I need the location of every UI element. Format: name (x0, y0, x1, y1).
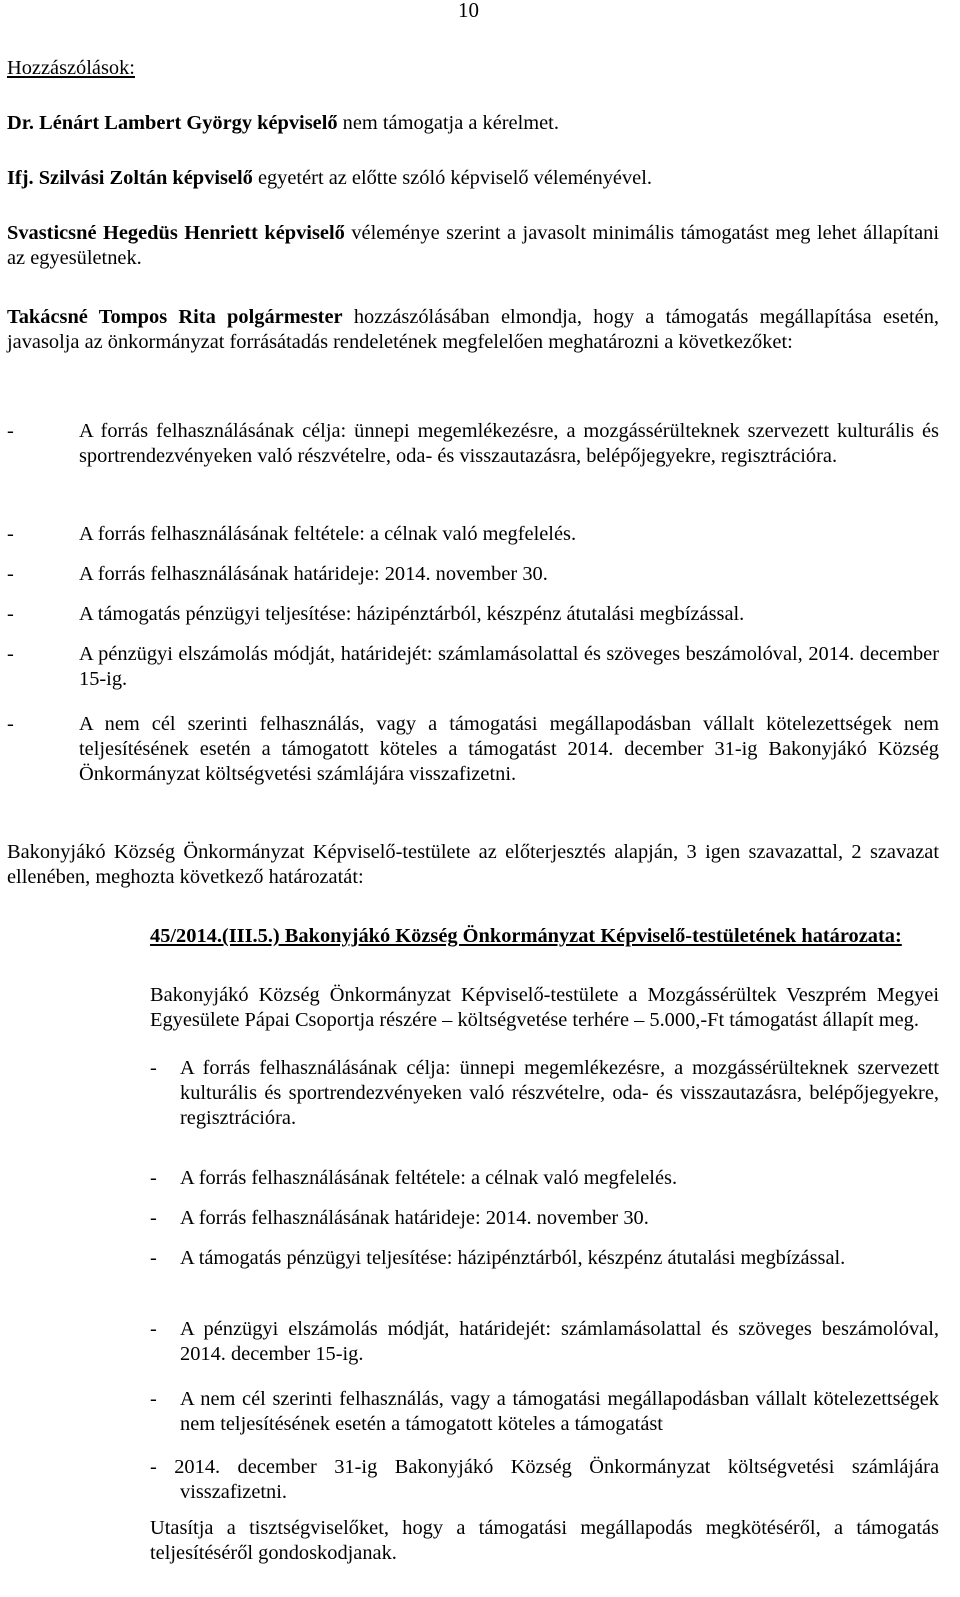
condition-text: A támogatás pénzügyi teljesítése: házipénztárból, készpénz átutalási megbízással. (79, 603, 745, 625)
resolution-continuation (150, 1455, 939, 1505)
condition-text: A pénzügyi elszámolás módját, határidejét: számlamásolattal és szöveges beszámolóval, 2014. december 15-ig. (79, 643, 939, 690)
resolution-item-text: A pénzügyi elszámolás módját, határidejét: számlamásolattal és szöveges beszámolóval, 2014. december 15-ig. (180, 1318, 939, 1365)
condition-text: A forrás felhasználásának célja: ünnepi megemlékezésre, a mozgássérülteknek szervezett kulturális és sportrendezvényeken való részvételre, oda- és visszautazásra, belépőjegyekre, regisztrációra. (79, 420, 939, 467)
resolution-item (150, 1246, 939, 1271)
section-heading: Hozzászólások: (7, 57, 135, 79)
condition-text: A forrás felhasználásának feltétele: a célnak való megfelelés. (79, 523, 577, 545)
comment-text: egyetért az előtte szóló képviselő véleményével. (252, 167, 652, 189)
dash-marker: - (150, 1167, 157, 1189)
condition-text: A forrás felhasználásának határideje: 2014. november 30. (79, 563, 548, 585)
dash-marker: - (150, 1207, 157, 1229)
dash-marker: - (7, 603, 14, 625)
dash-marker: - (7, 643, 14, 665)
resolution-title-text: 45/2014.(III.5.) Bakonyjákó Község Önkormányzat Képviselő-testületének határozata: (150, 925, 902, 947)
resolution-item-text: A forrás felhasználásának határideje: 2014. november 30. (180, 1207, 649, 1229)
resolution-item (150, 1166, 939, 1191)
resolution-closing: Utasítja a tisztségviselőket, hogy a támogatási megállapodás megkötéséről, a támogatás teljesítéséről gondoskodjanak. (150, 1517, 939, 1564)
resolution-item (150, 1056, 939, 1131)
dash-marker: - (7, 563, 14, 585)
resolution-title (150, 924, 939, 949)
vote-paragraph: Bakonyjákó Község Önkormányzat Képviselő-testülete az előterjesztés alapján, 3 igen szavazattal, 2 szavazat ellenében, meghozta következő határozatát: (7, 841, 939, 888)
condition-item (7, 522, 939, 547)
dash-marker: - (150, 1318, 157, 1340)
resolution-item (150, 1317, 939, 1367)
dash-marker: - (7, 523, 14, 545)
speaker-name: Takácsné Tompos Rita polgármester (7, 306, 343, 328)
resolution-item (150, 1206, 939, 1231)
comment-text: hozzászólásában elmondja, hogy a támogatás megállapítása esetén, javasolja az önkormányzat forrásátadás rendeletének megfelelően meghatározni a következőket: (7, 306, 939, 353)
condition-item (7, 642, 939, 692)
dash-marker: - (150, 1247, 157, 1269)
comment-2 (7, 166, 939, 191)
resolution-item-text: A nem cél szerinti felhasználás, vagy a támogatási megállapodásban vállalt kötelezettségek nem teljesítésének esetén a támogatott köteles a támogatást (180, 1388, 939, 1435)
condition-item (7, 419, 939, 469)
condition-item (7, 712, 939, 787)
speaker-name: Ifj. Szilvási Zoltán képviselő (7, 167, 253, 189)
dash-marker: - (7, 420, 14, 442)
comment-4 (7, 305, 939, 355)
resolution-item-text: A forrás felhasználásának célja: ünnepi megemlékezésre, a mozgássérülteknek szervezett kulturális és sportrendezvényeken való részvételre, oda- és visszautazásra, belépőjegyekre, regisztrációra. (180, 1057, 939, 1129)
condition-item (7, 602, 939, 627)
dash-marker: - (150, 1057, 157, 1079)
condition-text: A nem cél szerinti felhasználás, vagy a támogatási megállapodásban vállalt kötelezettségek nem teljesítésének esetén a támogatott köteles a támogatást 2014. december 31-ig Bakonyjákó Község Önkormányzat költségvetési számlájára visszafizetni. (79, 713, 939, 785)
resolution-item-text: A forrás felhasználásának feltétele: a célnak való megfelelés. (180, 1167, 678, 1189)
resolution-item (150, 1387, 939, 1437)
speaker-name: Dr. Lénárt Lambert György képviselő (7, 112, 338, 134)
dash-marker: - (150, 1388, 157, 1410)
resolution-item-text: A támogatás pénzügyi teljesítése: házipénztárból, készpénz átutalási megbízással. (180, 1247, 846, 1269)
comment-3 (7, 221, 939, 271)
page-number: 10 (458, 0, 479, 22)
speaker-name: Svasticsné Hegedüs Henriett képviselő (7, 222, 345, 244)
resolution-intro: Bakonyjákó Község Önkormányzat Képviselő-testülete a Mozgássérültek Veszprém Megyei Egyesülete Pápai Csoportja részére – költségvetése terhére – 5.000,-Ft támogatást állapít meg. (150, 984, 939, 1031)
dash-marker: - (7, 713, 14, 735)
comment-text: nem támogatja a kérelmet. (337, 112, 559, 134)
comment-1 (7, 111, 939, 136)
comment-text: véleménye szerint a javasolt minimális támogatást meg lehet állapítani az egyesületnek. (7, 222, 939, 269)
condition-item (7, 562, 939, 587)
continuation-text: - 2014. december 31-ig Bakonyjákó Község Önkormányzat költségvetési számlájára visszafizetni. (150, 1456, 939, 1503)
